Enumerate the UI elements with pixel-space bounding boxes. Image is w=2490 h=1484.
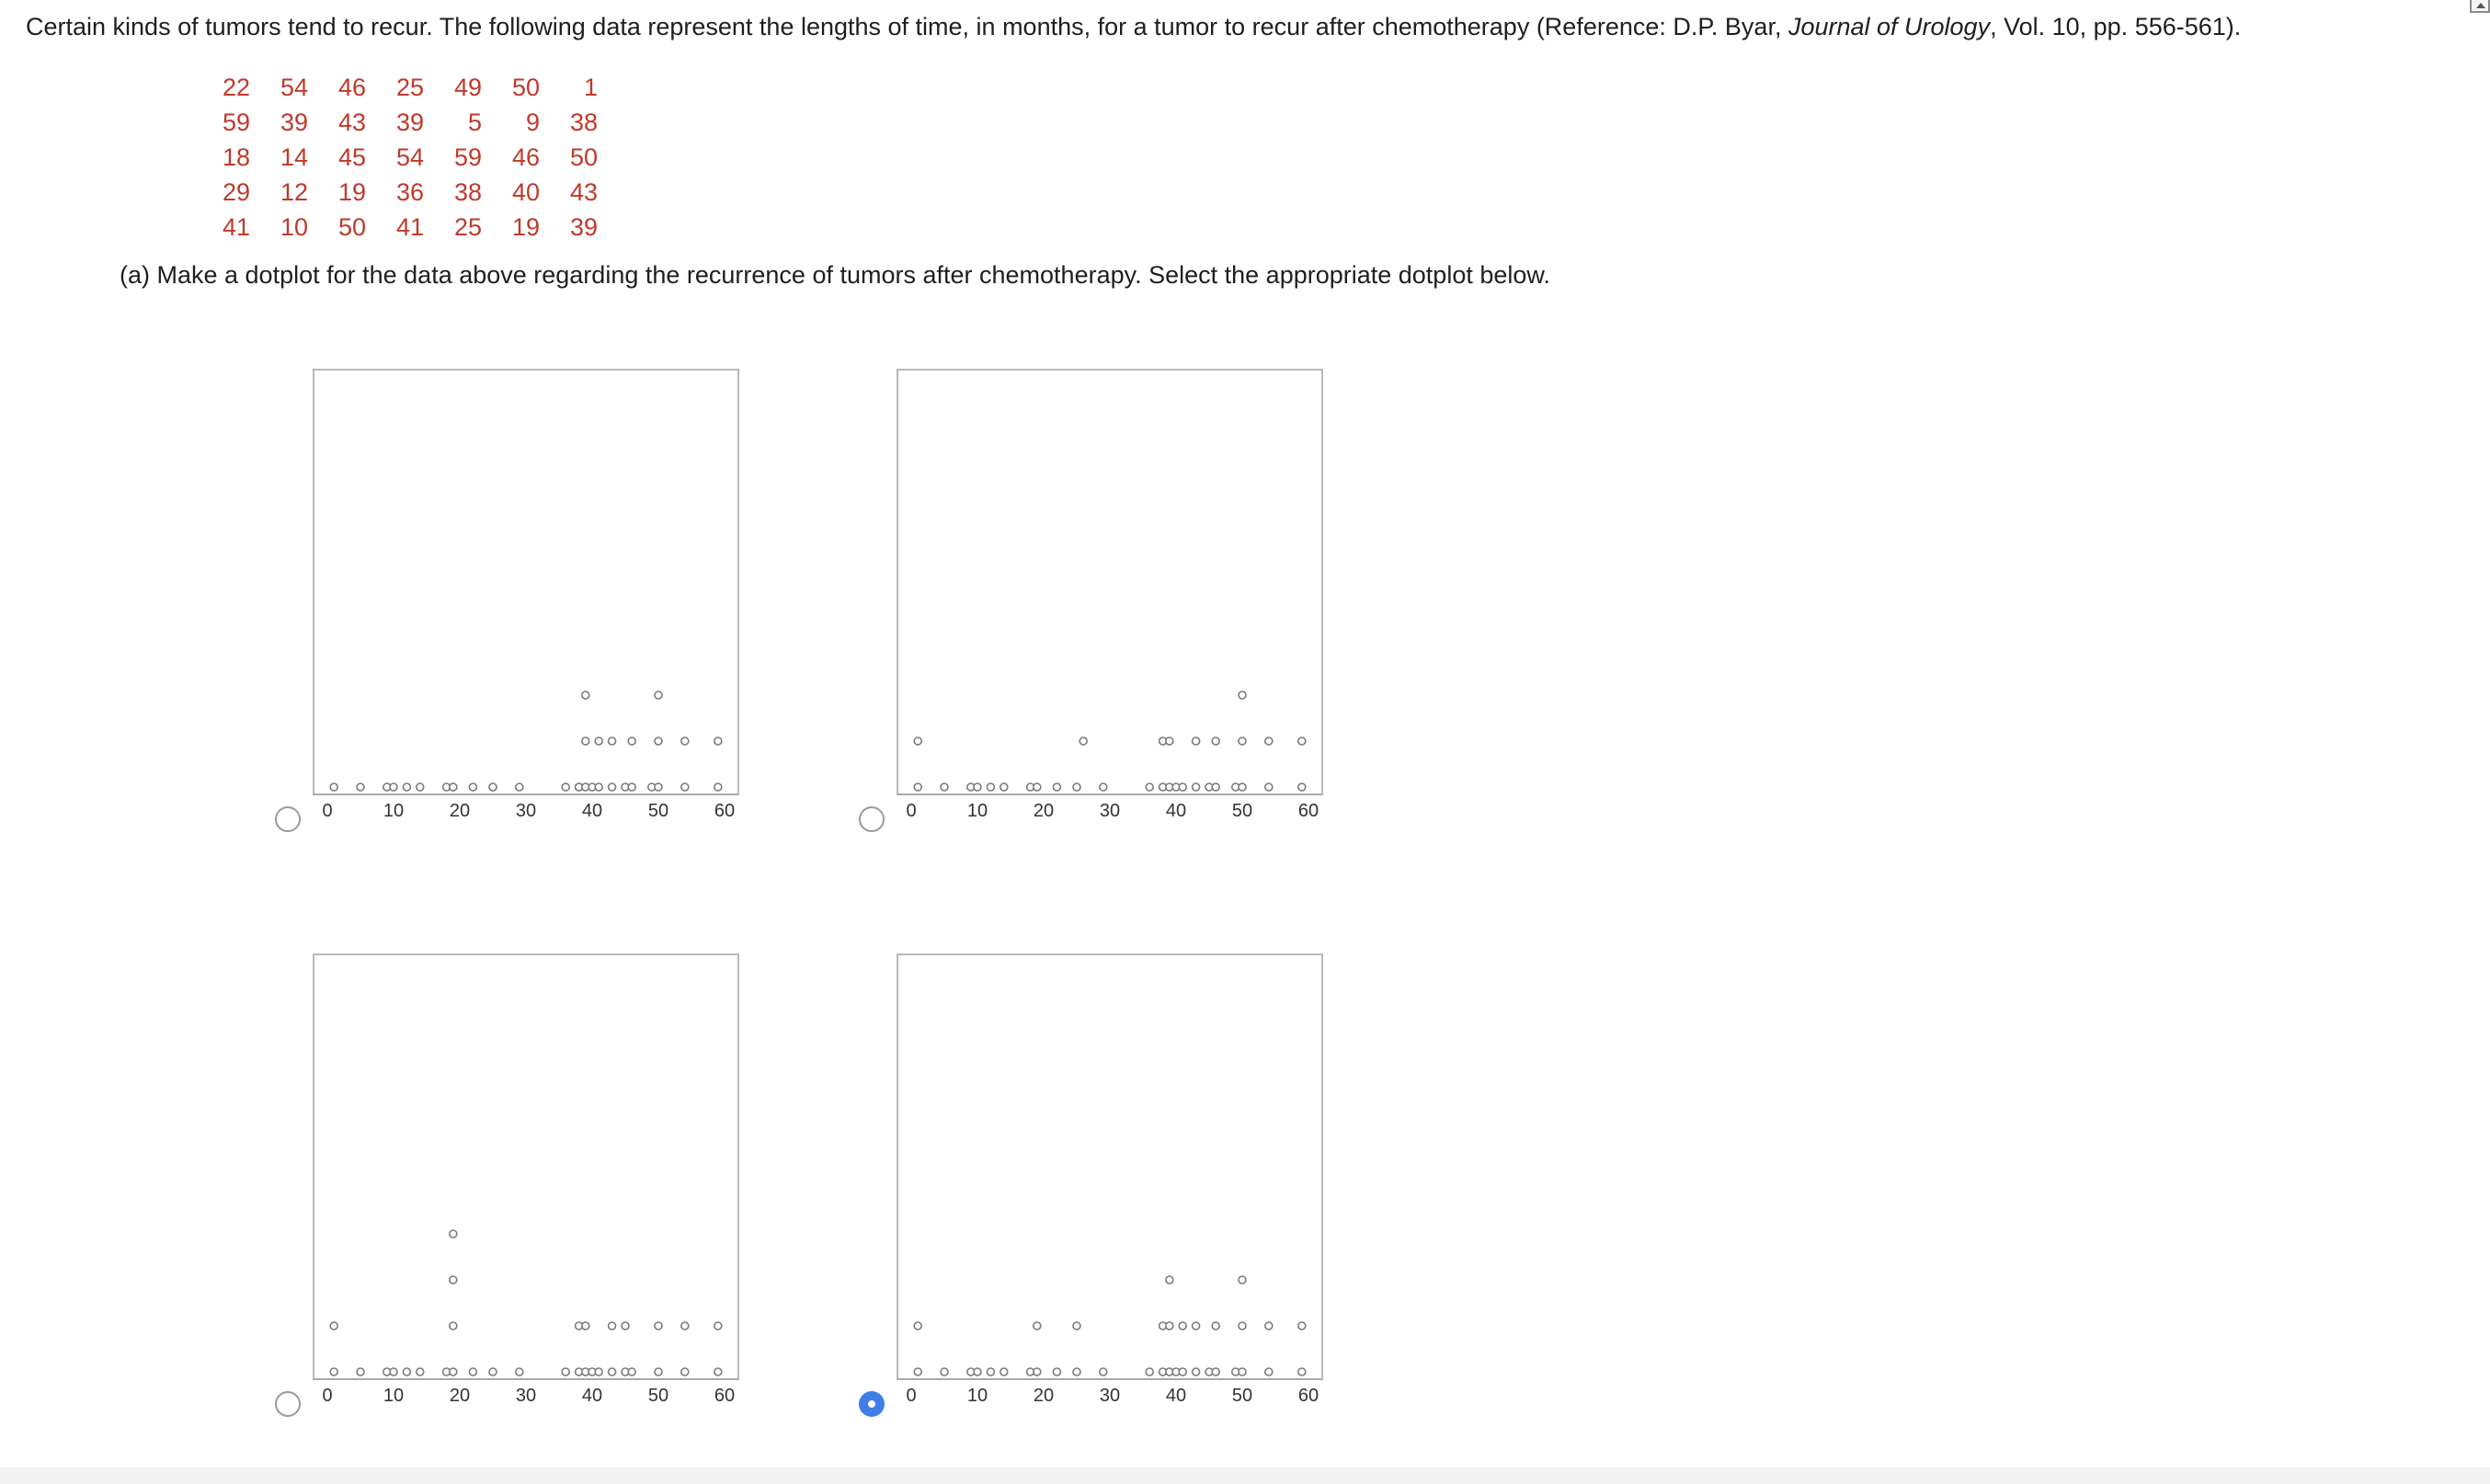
data-point [450,1230,457,1238]
data-point [1212,1322,1219,1330]
data-point [403,1368,410,1376]
question-text: Certain kinds of tumors tend to recur. The following data represent the lengths of time, in months, for a tumor to recur after chemotherapy (Reference: D.P. Byar, Journal of Urology, Vol. 10, pp. 556-561). [26,13,2242,40]
data-point [450,1322,457,1330]
data-value: 9 [525,108,540,136]
data-point [1239,1368,1246,1376]
option-b-radio[interactable] [859,806,885,832]
data-point [987,783,994,791]
data-point [1079,737,1087,745]
x-tick-label: 30 [515,801,537,821]
x-tick-label: 30 [1099,1386,1121,1406]
data-point [609,783,616,791]
data-value: 46 [511,143,540,171]
data-value: 18 [222,143,250,171]
data-row [204,210,598,245]
data-value: 39 [395,108,424,136]
data-point [1239,1322,1246,1330]
data-point [987,1368,994,1376]
data-point [489,783,497,791]
data-point [1265,737,1273,745]
x-tick-label: 20 [1033,1386,1055,1406]
data-value: 43 [569,177,598,206]
data-point [655,691,662,699]
x-tick-label: 20 [449,1386,471,1406]
x-tick-label: 40 [581,801,603,821]
data-point [714,737,722,745]
option-c-radio[interactable] [275,1391,301,1417]
data-point [655,1322,662,1330]
x-tick-label: 50 [647,1386,669,1406]
data-point [1100,1368,1107,1376]
data-value: 43 [337,108,366,136]
x-tick-label: 50 [1231,1386,1253,1406]
x-tick-label: 10 [383,801,405,821]
data-value: 38 [569,108,598,136]
data-value: 25 [453,212,482,241]
option-d-dotplot [897,953,1325,1422]
data-value: 59 [222,108,250,136]
data-point [1298,783,1306,791]
data-point [1298,737,1306,745]
data-point [1265,1322,1273,1330]
data-point [582,691,589,699]
data-value: 14 [280,143,308,171]
data-row [204,105,598,140]
data-point [941,1368,948,1376]
data-value: 38 [453,177,482,206]
data-point [1100,783,1107,791]
data-point [941,783,948,791]
x-tick-label: 30 [515,1386,537,1406]
data-row [204,175,598,210]
x-tick-label: 40 [1165,801,1187,821]
x-tick-label: 10 [966,1386,988,1406]
data-point [330,1322,337,1330]
data-point [1034,783,1041,791]
data-point [1000,783,1008,791]
x-tick-label: 0 [906,1386,917,1406]
data-value: 41 [395,212,424,241]
data-value: 54 [395,143,424,171]
data-point [714,1322,722,1330]
part-a-prompt: (a) Make a dotplot for the data above regarding the recurrence of tumors after chemotherapy. Select the appropriate dotplot below. [120,261,1550,289]
data-value: 50 [569,143,598,171]
data-value: 29 [222,177,250,206]
data-value: 36 [395,177,424,206]
data-point [562,1368,569,1376]
data-point [974,1368,981,1376]
data-point [403,783,410,791]
data-point [450,1276,457,1284]
data-point [1179,1368,1186,1376]
data-point [914,1322,921,1330]
data-point [330,1368,337,1376]
data-value: 59 [453,143,482,171]
data-point [974,783,981,791]
x-tick-label: 40 [1165,1386,1187,1406]
data-point [450,783,457,791]
data-point [1193,1322,1200,1330]
data-point [417,1368,424,1376]
data-value: 41 [222,212,250,241]
data-point [622,1322,629,1330]
data-point [714,1368,722,1376]
data-point [1212,737,1219,745]
data-point [1000,1368,1008,1376]
data-point [1073,783,1080,791]
data-point [714,783,722,791]
journal-name: Journal of Urology [1788,13,1991,40]
data-point [914,783,921,791]
data-point [582,1322,589,1330]
data-point [609,1368,616,1376]
data-point [595,737,602,745]
data-point [1146,783,1153,791]
data-point [681,737,689,745]
x-tick-label: 40 [581,1386,603,1406]
data-point [516,783,523,791]
data-point [628,1368,635,1376]
option-d-radio[interactable] [859,1391,885,1417]
data-point [450,1368,457,1376]
data-point [1166,737,1173,745]
data-point [655,783,662,791]
data-point [357,1368,364,1376]
data-point [655,737,662,745]
data-point [1265,1368,1273,1376]
x-tick-label: 60 [714,801,736,821]
data-point [1193,737,1200,745]
data-point [681,1368,689,1376]
data-point [1146,1368,1153,1376]
data-row [204,140,598,175]
data-point [1179,1322,1186,1330]
data-value: 22 [222,73,250,101]
x-tick-label: 30 [1099,801,1121,821]
data-point [1193,783,1200,791]
data-point [582,737,589,745]
data-table [204,70,598,245]
data-point [357,783,364,791]
data-point [628,783,635,791]
data-point [469,783,476,791]
option-a-dotplot [313,369,741,838]
x-tick-label: 0 [322,801,333,821]
data-point [1239,691,1246,699]
data-value: 19 [337,177,366,206]
data-point [417,783,424,791]
data-point [330,783,337,791]
data-value: 49 [453,73,482,101]
data-value: 10 [280,212,308,241]
data-point [655,1368,662,1376]
data-point [1298,1322,1306,1330]
data-point [1034,1368,1041,1376]
data-value: 39 [569,212,598,241]
data-point [562,783,569,791]
x-tick-label: 50 [647,801,669,821]
data-point [516,1368,523,1376]
data-point [489,1368,497,1376]
data-point [1053,783,1060,791]
data-value: 50 [337,212,366,241]
data-point [1193,1368,1200,1376]
option-c-dotplot [313,953,741,1422]
data-point [1239,1276,1246,1284]
x-tick-label: 60 [1297,801,1319,821]
data-point [1073,1322,1080,1330]
data-point [1239,783,1246,791]
data-value: 5 [467,108,482,136]
x-tick-label: 60 [714,1386,736,1406]
option-a-radio[interactable] [275,806,301,832]
x-tick-label: 60 [1297,1386,1319,1406]
data-point [469,1368,476,1376]
data-point [1034,1322,1041,1330]
data-value: 25 [395,73,424,101]
data-point [1212,1368,1219,1376]
data-value: 40 [511,177,540,206]
x-tick-label: 20 [449,801,471,821]
data-value: 1 [583,73,598,101]
data-point [1166,1322,1173,1330]
data-value: 39 [280,108,308,136]
x-tick-label: 0 [322,1386,333,1406]
data-point [609,1322,616,1330]
data-point [1212,783,1219,791]
data-point [1166,1276,1173,1284]
data-point [390,1368,397,1376]
data-value: 54 [280,73,308,101]
x-tick-label: 10 [383,1386,405,1406]
data-value: 12 [280,177,308,206]
x-tick-label: 0 [906,801,917,821]
option-b-dotplot [897,369,1325,838]
data-point [1265,783,1273,791]
data-point [1179,783,1186,791]
data-point [681,1322,689,1330]
data-point [1239,737,1246,745]
data-point [681,783,689,791]
data-value: 45 [337,143,366,171]
data-point [1073,1368,1080,1376]
data-point [390,783,397,791]
x-tick-label: 20 [1033,801,1055,821]
data-point [595,783,602,791]
data-value: 46 [337,73,366,101]
data-point [914,737,921,745]
data-point [609,737,616,745]
x-tick-label: 50 [1231,801,1253,821]
data-point [1298,1368,1306,1376]
page-footer-band [0,1467,2490,1484]
data-point [914,1368,921,1376]
data-value: 50 [511,73,540,101]
data-point [1053,1368,1060,1376]
x-tick-label: 10 [966,801,988,821]
data-value: 19 [511,212,540,241]
data-point [595,1368,602,1376]
data-point [628,737,635,745]
data-row [204,70,598,105]
